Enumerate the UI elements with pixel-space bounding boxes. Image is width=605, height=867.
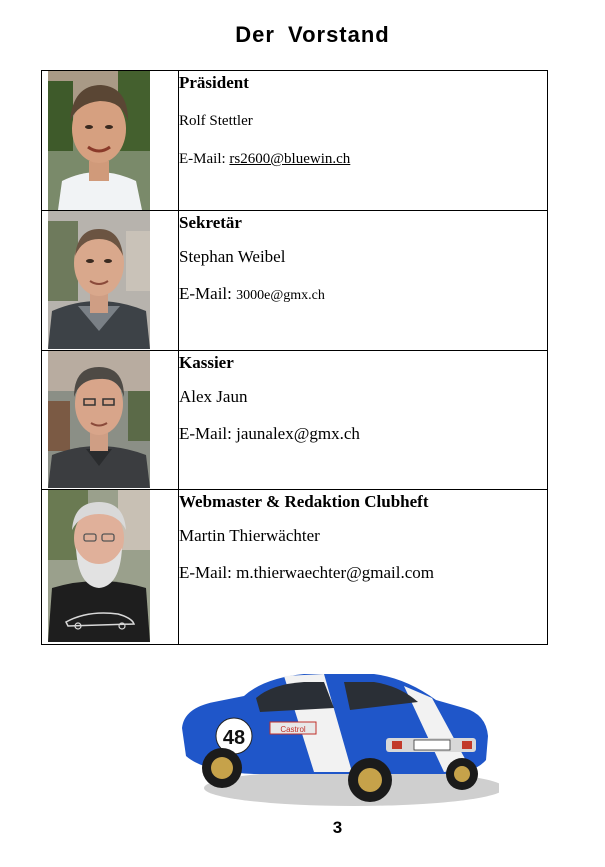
- page-number: 3: [332, 818, 343, 837]
- portrait-president: [48, 71, 150, 210]
- email-label: E-Mail:: [179, 284, 232, 303]
- email-row: [179, 151, 547, 168]
- info-cell: [179, 211, 548, 351]
- email-row: [179, 424, 547, 444]
- race-car-image: [174, 656, 499, 816]
- portrait-secretary: [48, 211, 150, 349]
- info-cell: [179, 490, 548, 645]
- board-row-secretary: [42, 211, 548, 351]
- email-row: [179, 563, 547, 583]
- role-label: Sekretär: [179, 213, 242, 232]
- info-cell: [179, 71, 548, 211]
- car-sponsor: Castrol: [280, 725, 306, 734]
- member-name: Stephan Weibel: [179, 247, 286, 266]
- role-label: Webmaster & Redaktion Clubheft: [179, 492, 429, 511]
- car-number: 48: [222, 727, 246, 749]
- board-row-president: [42, 71, 548, 211]
- email-label: E-Mail:: [179, 563, 232, 582]
- photo-cell: [42, 351, 179, 490]
- role-label: Präsident: [179, 73, 249, 92]
- email-row: [179, 284, 547, 304]
- email-label: E-Mail:: [179, 151, 226, 167]
- portrait-webmaster: [48, 490, 150, 642]
- member-name: Martin Thierwächter: [179, 526, 320, 545]
- photo-cell: [42, 490, 179, 645]
- email-address[interactable]: jaunalex@gmx.ch: [236, 424, 360, 443]
- email-label: E-Mail:: [179, 424, 232, 443]
- member-name: Alex Jaun: [179, 387, 248, 406]
- info-cell: [179, 351, 548, 490]
- email-address[interactable]: 3000e@gmx.ch: [236, 288, 325, 303]
- photo-cell: [42, 71, 179, 211]
- email-address[interactable]: m.thierwaechter@gmail.com: [236, 563, 434, 582]
- email-link[interactable]: rs2600@bluewin.ch: [229, 151, 351, 167]
- role-label: Kassier: [179, 353, 234, 372]
- portrait-treasurer: [48, 351, 150, 488]
- page-title: Der Vorstand: [235, 22, 390, 47]
- board-row-webmaster: [42, 490, 548, 645]
- board-table: [41, 70, 548, 645]
- board-row-treasurer: [42, 351, 548, 490]
- member-name: Rolf Stettler: [179, 113, 253, 129]
- photo-cell: [42, 211, 179, 351]
